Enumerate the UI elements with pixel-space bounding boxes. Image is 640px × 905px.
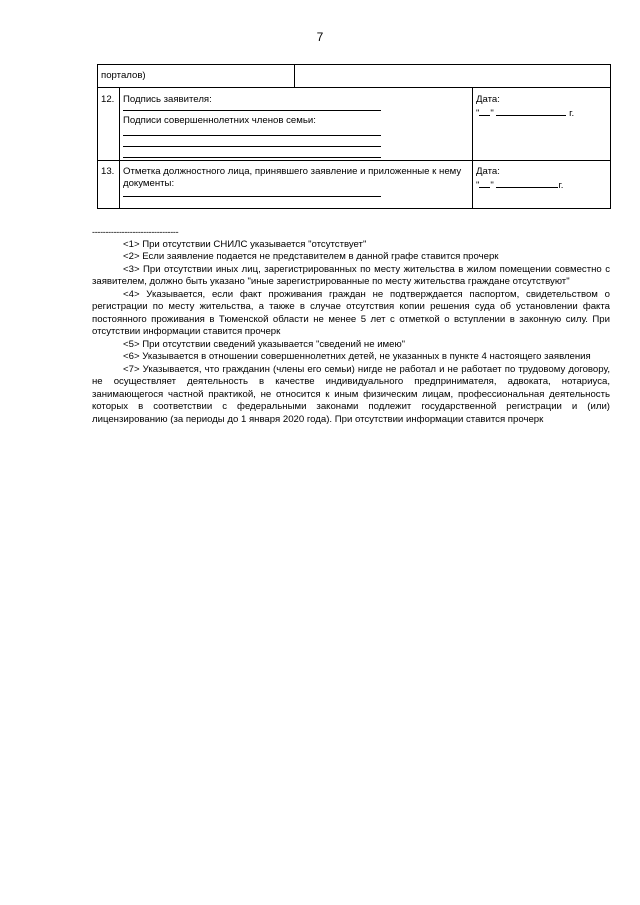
family-signature-line-1[interactable] <box>123 135 381 136</box>
row12-date-cell <box>473 88 611 161</box>
row13-month-blank[interactable] <box>496 178 558 188</box>
portals-cell <box>98 65 295 88</box>
footnote-3: <3> При отсутствии иных лиц, зарегистрированных по месту жительства в жилом помещении совместно с заявителем, должно быть указано "иные зарегистрированные по месту жительства граждане отсутствуют" <box>92 263 610 287</box>
row13-number <box>98 161 120 209</box>
table-row-13 <box>98 161 611 209</box>
footnote-1: <1> При отсутствии СНИЛС указывается "отсутствует" <box>123 238 367 250</box>
footnote-7: <7> Указывается, что гражданин (члены его семьи) нигде не работал и не работает по трудовому договору, не осуществляет деятельность в качестве индивидуального предпринимателя, адвоката, нотариуса, занимающегося частной практикой, не относится к иным физическим лицам, профессиональная деятельность которых в соответствии с федеральными законами подлежит государственной регистрации и (или) лицензированию (за периоды до 1 января 2020 года). При отсутствии информации ставится прочерк <box>92 363 610 425</box>
family-signature-line-3[interactable] <box>123 157 381 158</box>
application-signature-table <box>97 64 611 209</box>
row12-signatures-cell <box>120 88 473 161</box>
table-row-12 <box>98 88 611 161</box>
footnote-separator: -------------------------------- <box>92 227 179 237</box>
row12-date-field[interactable] <box>476 106 607 120</box>
row12-number-text: 12. <box>101 94 115 105</box>
applicant-signature-label: Подпись заявителя: <box>123 94 212 105</box>
official-signature-line[interactable] <box>123 196 381 197</box>
row13-date-quote-open: " <box>476 180 480 191</box>
row12-date-quote-close: " <box>490 108 494 119</box>
row12-date-quote-open: " <box>476 108 480 119</box>
portals-value-cell <box>295 65 611 88</box>
official-mark-label: Отметка должностного лица, принявшего заявление и приложенные к нему документы: <box>123 166 462 189</box>
row13-date-field[interactable] <box>476 178 607 192</box>
applicant-signature-line[interactable] <box>123 110 381 111</box>
footnote-4: <4> Указывается, если факт проживания граждан не подтверждается паспортом, свидетельством о регистрации по месту жительства, а также в случае отсутствия копии решения суда об установлении факта постоянного проживания в Тюменской области не менее 5 лет с отметкой о вступлении в законную силу. При отсутствии информации ставится прочерк <box>92 288 610 337</box>
portals-text: порталов) <box>101 70 146 81</box>
row12-month-blank[interactable] <box>496 106 566 116</box>
row13-day-blank[interactable] <box>479 178 490 188</box>
row12-year-suffix: г. <box>569 108 575 119</box>
row13-number-text: 13. <box>101 166 115 177</box>
row13-date-quote-close: " <box>490 180 494 191</box>
row13-year-suffix: г. <box>558 180 564 191</box>
row13-official-cell <box>120 161 473 209</box>
row13-date-cell <box>473 161 611 209</box>
row12-date-label: Дата: <box>476 94 500 105</box>
table-row-portals <box>98 65 611 88</box>
footnote-6: <6> Указывается в отношении совершеннолетних детей, не указанных в пункте 4 настоящего заявления <box>123 351 591 362</box>
footnotes <box>92 226 610 426</box>
family-signatures-label: Подписи совершеннолетних членов семьи: <box>123 115 316 126</box>
row13-date-label: Дата: <box>476 166 500 177</box>
footnote-2: <2> Если заявление подается не представителем в данной графе ставится прочерк <box>123 251 499 262</box>
row12-day-blank[interactable] <box>479 106 490 116</box>
family-signature-line-2[interactable] <box>123 146 381 147</box>
row12-number <box>98 88 120 161</box>
page-number: 7 <box>316 30 324 44</box>
footnote-5: <5> При отсутствии сведений указывается "сведений не имею" <box>123 338 406 350</box>
